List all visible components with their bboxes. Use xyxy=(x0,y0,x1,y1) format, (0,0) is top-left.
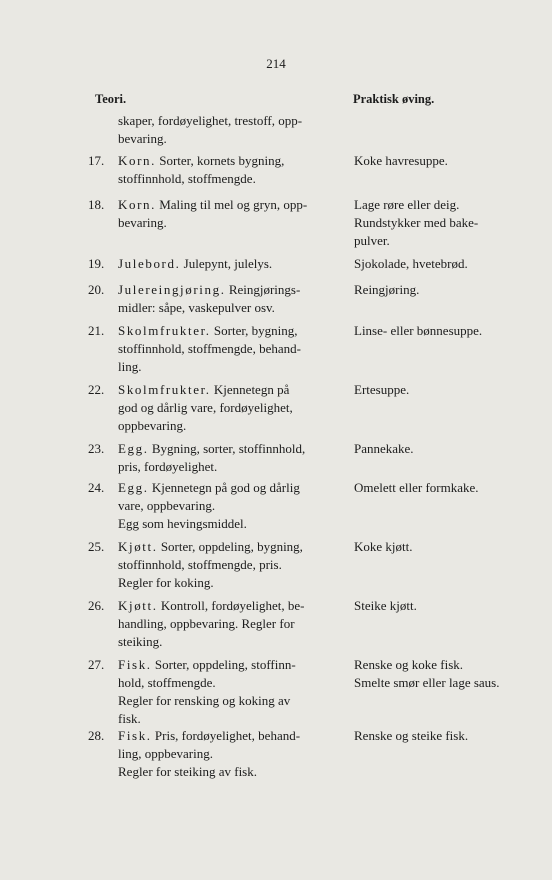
lesson-practice-entry xyxy=(354,440,544,458)
entry-keyword: Korn. xyxy=(118,197,156,212)
entry-text: bevaring. xyxy=(118,215,167,230)
entry-keyword: Julereingjøring. xyxy=(118,282,226,297)
intro-paragraph xyxy=(88,112,336,148)
entry-text: Kjennetegn på god og dårlig xyxy=(151,480,300,495)
entry-text: Reingjørings- xyxy=(228,282,301,297)
entry-first-line xyxy=(88,255,336,273)
entry-first-line xyxy=(88,322,336,340)
practice-text: Steike kjøtt. xyxy=(354,598,417,613)
lesson-theory-entry xyxy=(88,479,336,533)
entry-keyword: Kjøtt. xyxy=(118,539,158,554)
lesson-practice-entry xyxy=(354,322,544,340)
entry-text: Kontroll, fordøyelighet, be- xyxy=(160,598,305,613)
entry-keyword: Egg. xyxy=(118,480,149,495)
page-number: 214 xyxy=(266,56,286,71)
entry-first-line xyxy=(88,196,336,214)
entry-text: Bygning, sorter, stoffinnhold, xyxy=(151,441,306,456)
entry-text: god og dårlig vare, fordøyelighet, xyxy=(118,400,293,415)
entry-number: 28. xyxy=(88,728,105,743)
heading-practice: Praktisk øving. xyxy=(353,92,435,106)
entry-keyword: Fisk. xyxy=(118,728,152,743)
entry-text: ling, oppbevaring. xyxy=(118,746,213,761)
entry-number: 19. xyxy=(88,256,105,271)
entry-first-line xyxy=(88,727,336,745)
heading-theory: Teori. xyxy=(95,92,127,106)
entry-text: ling. xyxy=(118,359,142,374)
entry-keyword: Skolmfrukter. xyxy=(118,323,211,338)
lesson-theory-entry xyxy=(88,538,336,592)
entry-first-line xyxy=(88,381,336,399)
lesson-practice-entry xyxy=(354,381,544,399)
lesson-practice-entry xyxy=(354,255,544,273)
practice-text: Pannekake. xyxy=(354,441,414,456)
practice-text: Renske og steike fisk. xyxy=(354,728,469,743)
lesson-theory-entry xyxy=(88,152,336,188)
entry-number: 25. xyxy=(88,539,105,554)
entry-number: 20. xyxy=(88,282,105,297)
entry-keyword: Julebord. xyxy=(118,256,181,271)
practice-text: Koke kjøtt. xyxy=(354,539,413,554)
entry-first-line xyxy=(88,152,336,170)
lesson-practice-entry xyxy=(354,727,544,745)
practice-text: pulver. xyxy=(354,233,390,248)
entry-keyword: Kjøtt. xyxy=(118,598,158,613)
entry-number: 27. xyxy=(88,657,105,672)
lesson-theory-entry xyxy=(88,322,336,376)
lesson-theory-entry xyxy=(88,597,336,651)
lesson-practice-entry xyxy=(354,479,544,497)
entry-keyword: Egg. xyxy=(118,441,149,456)
entry-text: Sorter, oppdeling, bygning, xyxy=(160,539,303,554)
lesson-practice-entry xyxy=(354,656,544,692)
entry-number: 22. xyxy=(88,382,105,397)
practice-text: Linse- eller bønnesuppe. xyxy=(354,323,483,338)
entry-number: 18. xyxy=(88,197,105,212)
entry-number: 24. xyxy=(88,480,105,495)
practice-text: Rundstykker med bake- xyxy=(354,215,479,230)
entry-text: Sorter, bygning, xyxy=(213,323,298,338)
entry-first-line xyxy=(88,479,336,497)
entry-text: Julepynt, julelys. xyxy=(183,256,273,271)
intro-line: skaper, fordøyelighet, trestoff, opp- xyxy=(118,113,303,128)
practice-text: Reingjøring. xyxy=(354,282,420,297)
practice-text: Sjokolade, hvetebrød. xyxy=(354,256,468,271)
intro-line: bevaring. xyxy=(118,131,167,146)
entry-text: steiking. xyxy=(118,634,163,649)
practice-text: Koke havresuppe. xyxy=(354,153,448,168)
entry-number: 21. xyxy=(88,323,105,338)
lesson-theory-entry xyxy=(88,727,336,781)
lesson-practice-entry xyxy=(354,152,544,170)
lesson-theory-entry xyxy=(88,381,336,435)
entry-text: handling, oppbevaring. Regler for xyxy=(118,616,295,631)
practice-text: Renske og koke fisk. xyxy=(354,657,464,672)
practice-text: Lage røre eller deig. xyxy=(354,197,460,212)
entry-first-line xyxy=(88,281,336,299)
lesson-practice-entry xyxy=(354,597,544,615)
entry-text: Regler for rensking og koking av xyxy=(118,693,291,708)
entry-text: Sorter, kornets bygning, xyxy=(159,153,285,168)
practice-text: Omelett eller formkake. xyxy=(354,480,479,495)
lesson-theory-entry xyxy=(88,255,336,273)
lesson-theory-entry xyxy=(88,440,336,476)
entry-number: 23. xyxy=(88,441,105,456)
lesson-theory-entry xyxy=(88,196,336,232)
entry-text: pris, fordøyelighet. xyxy=(118,459,218,474)
entry-first-line xyxy=(88,538,336,556)
entry-text: vare, oppbevaring. xyxy=(118,498,216,513)
entry-number: 26. xyxy=(88,598,105,613)
entry-text: Regler for steiking av fisk. xyxy=(118,764,257,779)
entry-text: Maling til mel og gryn, opp- xyxy=(159,197,308,212)
entry-keyword: Skolmfrukter. xyxy=(118,382,211,397)
lesson-practice-entry xyxy=(354,281,544,299)
entry-text: midler: såpe, vaskepulver osv. xyxy=(118,300,275,315)
entry-text: oppbevaring. xyxy=(118,418,187,433)
entry-text: Regler for koking. xyxy=(118,575,214,590)
entry-first-line xyxy=(88,656,336,674)
entry-text: fisk. xyxy=(118,711,141,726)
entry-text: Kjennetegn på xyxy=(213,382,290,397)
entry-text: stoffinnhold, stoffmengde, pris. xyxy=(118,557,282,572)
entry-first-line xyxy=(88,597,336,615)
entry-text: Egg som hevingsmiddel. xyxy=(118,516,247,531)
entry-number: 17. xyxy=(88,153,105,168)
lesson-theory-entry xyxy=(88,656,336,728)
practice-text: Smelte smør eller lage saus. xyxy=(354,675,500,690)
entry-keyword: Fisk. xyxy=(118,657,152,672)
entry-first-line xyxy=(88,440,336,458)
lesson-practice-entry xyxy=(354,538,544,556)
entry-text: stoffinnhold, stoffmengde, behand- xyxy=(118,341,301,356)
entry-text: Pris, fordøyelighet, behand- xyxy=(154,728,301,743)
entry-text: Sorter, oppdeling, stoffinn- xyxy=(154,657,296,672)
practice-text: Ertesuppe. xyxy=(354,382,410,397)
entry-text: hold, stoffmengde. xyxy=(118,675,216,690)
lesson-practice-entry xyxy=(354,196,544,250)
entry-keyword: Korn. xyxy=(118,153,156,168)
lesson-theory-entry xyxy=(88,281,336,317)
entry-text: stoffinnhold, stoffmengde. xyxy=(118,171,256,186)
